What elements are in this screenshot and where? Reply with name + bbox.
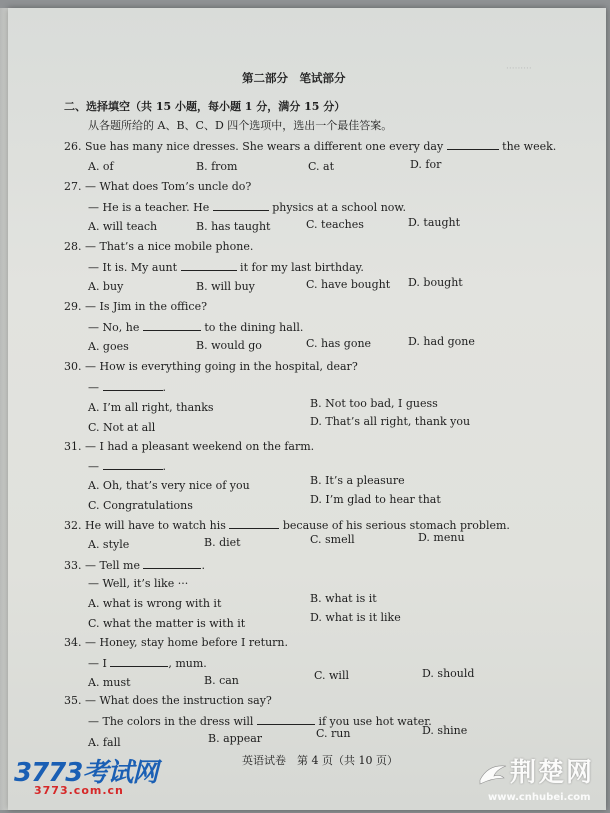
option-b: B. appear bbox=[208, 732, 263, 745]
answer-blank bbox=[143, 558, 201, 569]
option-b: B. Not too bad, I guess bbox=[310, 397, 438, 410]
option-d: D. had gone bbox=[408, 335, 475, 348]
logo-number: 3773 bbox=[14, 758, 83, 788]
question-30-reply bbox=[88, 380, 166, 395]
exam-page bbox=[8, 8, 606, 810]
question-33 bbox=[64, 558, 205, 573]
reply-tail: physics at a school now. bbox=[272, 201, 407, 214]
answer-blank bbox=[213, 200, 269, 211]
option-b: B. has taught bbox=[196, 220, 271, 233]
reply-dash: — bbox=[88, 381, 99, 394]
option-d: D. menu bbox=[418, 531, 465, 544]
reply-tail: , mum. bbox=[168, 657, 207, 670]
question-number: 33. bbox=[64, 559, 82, 572]
option-c: C. Congratulations bbox=[88, 499, 193, 512]
option-b: B. from bbox=[196, 160, 238, 173]
option-c: C. smell bbox=[310, 533, 355, 546]
option-b: B. It’s a pleasure bbox=[310, 474, 405, 487]
answer-blank bbox=[181, 260, 237, 271]
option-d: D. shine bbox=[422, 724, 468, 737]
reply-period: . bbox=[162, 381, 166, 394]
option-b: B. what is it bbox=[310, 592, 377, 605]
option-c: C. run bbox=[316, 727, 351, 740]
site-logo-url: 3773.com.cn bbox=[34, 784, 124, 797]
option-d: D. That’s all right, thank you bbox=[310, 415, 471, 428]
reply-text: — He is a teacher. He bbox=[88, 201, 210, 214]
question-stem: — How is everything going in the hospital, dear? bbox=[85, 360, 358, 373]
page-left-edge bbox=[0, 8, 8, 810]
answer-blank bbox=[143, 320, 201, 331]
question-stem: — Honey, stay home before I return. bbox=[85, 636, 288, 649]
part-title: 第二部分 笔试部分 bbox=[242, 71, 346, 85]
page-footer: 英语试卷 第 4 页（共 10 页） bbox=[242, 754, 398, 767]
question-30 bbox=[64, 360, 358, 374]
reply-text: — No, he bbox=[88, 321, 140, 334]
option-d: D. for bbox=[410, 158, 442, 171]
question-number: 30. bbox=[64, 360, 82, 373]
question-26 bbox=[64, 139, 556, 154]
answer-blank bbox=[110, 656, 168, 667]
section-instruction: 从各题所给的 A、B、C、D 四个选项中，选出一个最佳答案。 bbox=[88, 119, 393, 132]
option-a: A. Oh, that’s very nice of you bbox=[88, 479, 250, 492]
question-number: 26. bbox=[64, 140, 82, 153]
reply-text: — The colors in the dress will bbox=[88, 715, 254, 728]
reply-text: — I bbox=[88, 657, 107, 670]
question-number: 34. bbox=[64, 636, 82, 649]
option-a: A. fall bbox=[88, 736, 121, 749]
question-31 bbox=[64, 440, 314, 454]
reply-period: . bbox=[162, 460, 166, 473]
option-b: B. can bbox=[204, 674, 239, 687]
question-number: 31. bbox=[64, 440, 82, 453]
question-number: 29. bbox=[64, 300, 82, 313]
question-27 bbox=[64, 180, 251, 194]
option-b: B. would go bbox=[196, 339, 262, 352]
cnhubei-watermark bbox=[478, 752, 594, 789]
option-c: C. will bbox=[314, 669, 349, 682]
option-d: D. should bbox=[422, 667, 475, 680]
question-stem-tail: the week. bbox=[502, 140, 557, 153]
option-b: B. diet bbox=[204, 536, 241, 549]
option-a: A. what is wrong with it bbox=[88, 597, 222, 610]
option-d: D. taught bbox=[408, 216, 461, 229]
question-stem: — That’s a nice mobile phone. bbox=[85, 240, 254, 253]
question-35-reply bbox=[88, 714, 432, 729]
section-title: 二、选择填空（共 15 小题，每小题 1 分，满分 15 分） bbox=[64, 100, 346, 113]
question-28 bbox=[64, 240, 253, 254]
question-31-reply bbox=[88, 459, 166, 474]
option-c: C. have bought bbox=[306, 278, 391, 291]
question-29 bbox=[64, 300, 207, 314]
question-number: 35. bbox=[64, 694, 82, 707]
reply-tail: to the dining hall. bbox=[204, 321, 304, 334]
bird-icon bbox=[478, 760, 508, 788]
question-stem: Sue has many nice dresses. She wears a different one every day bbox=[85, 140, 444, 153]
question-33-reply: — Well, it’s like ··· bbox=[88, 577, 189, 590]
option-c: C. at bbox=[308, 160, 334, 173]
question-27-reply bbox=[88, 200, 406, 215]
question-period: . bbox=[201, 559, 205, 572]
reply-dash: — bbox=[88, 460, 99, 473]
option-d: D. bought bbox=[408, 276, 463, 289]
option-a: A. must bbox=[88, 676, 131, 689]
option-a: A. I’m all right, thanks bbox=[88, 401, 214, 414]
option-c: C. teaches bbox=[306, 218, 364, 231]
question-34 bbox=[64, 636, 288, 650]
question-29-reply bbox=[88, 320, 303, 335]
question-stem: — What does Tom’s uncle do? bbox=[85, 180, 252, 193]
answer-blank bbox=[103, 459, 163, 470]
question-34-reply bbox=[88, 656, 207, 671]
watermark-text: 荆楚网 bbox=[510, 758, 595, 788]
question-number: 32. bbox=[64, 519, 82, 532]
option-a: A. buy bbox=[88, 280, 124, 293]
option-b: B. will buy bbox=[196, 280, 255, 293]
question-35 bbox=[64, 694, 272, 708]
reply-text: — It is. My aunt bbox=[88, 261, 178, 274]
question-stem: — What does the instruction say? bbox=[85, 694, 272, 707]
question-stem: — Is Jim in the office? bbox=[85, 300, 207, 313]
answer-blank bbox=[257, 714, 315, 725]
option-c: C. has gone bbox=[306, 337, 372, 350]
question-stem-tail: because of his serious stomach problem. bbox=[282, 519, 510, 532]
reply-tail: it for my last birthday. bbox=[240, 261, 364, 274]
option-c: C. what the matter is with it bbox=[88, 617, 246, 630]
option-a: A. goes bbox=[88, 340, 129, 353]
option-a: A. style bbox=[88, 538, 130, 551]
logo-suffix: 考试网 bbox=[82, 758, 158, 788]
reply-tail: if you use hot water. bbox=[318, 715, 432, 728]
option-a: A. of bbox=[88, 160, 114, 173]
question-number: 27. bbox=[64, 180, 82, 193]
question-stem: — Tell me bbox=[85, 559, 140, 572]
option-d: D. I’m glad to hear that bbox=[310, 493, 441, 506]
question-28-reply bbox=[88, 260, 364, 275]
question-number: 28. bbox=[64, 240, 82, 253]
answer-blank bbox=[103, 380, 163, 391]
bleed-through-text: ········· bbox=[506, 64, 532, 74]
option-a: A. will teach bbox=[88, 220, 158, 233]
question-stem: — I had a pleasant weekend on the farm. bbox=[85, 440, 315, 453]
cnhubei-url: www.cnhubei.com bbox=[488, 792, 591, 803]
question-stem: He will have to watch his bbox=[85, 519, 226, 532]
option-d: D. what is it like bbox=[310, 611, 401, 624]
option-c: C. Not at all bbox=[88, 421, 156, 434]
answer-blank bbox=[447, 139, 499, 150]
answer-blank bbox=[229, 518, 279, 529]
